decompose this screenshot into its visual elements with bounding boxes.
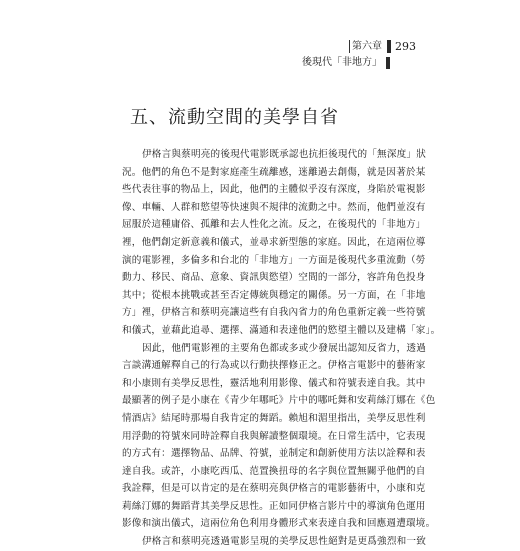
- paragraph-3: [122, 533, 427, 551]
- text-line: 動力、移民、商品、意象、資訊與慾望）空間的一部分，容許角色投身: [122, 272, 426, 284]
- text-line: 其中；從根本挑戰或甚至否定傳統與穩定的關係。另一方面，在「非地: [122, 289, 426, 301]
- text-line: 和小康則有美學反思性，靈活地利用影像、儀式和符號表達自我。其中: [122, 377, 426, 389]
- paragraph-2: [122, 340, 436, 534]
- text-line: 裡，他們創定新意義和儀式，並尋求新型態的家庭。因此，在這兩位導: [122, 236, 426, 248]
- text-line: 演的電影裡，多倫多和台北的「非地方」一方面是後現代多重流動（勞: [122, 254, 426, 266]
- header-chapter-row: [349, 38, 416, 54]
- text-line: 莉絲汀娜的舞蹈背其美學反思性。正如同伊格言影片中的導演角色運用: [122, 500, 426, 512]
- body-text: [122, 146, 441, 551]
- text-line: 因此，他們電影裡的主要角色都或多或少發展出認知反省力，透過: [142, 342, 427, 354]
- paragraph-1: [122, 146, 441, 340]
- text-line: 的方式有：選擇物品、品牌、符號，並制定和創新使用方法以詮釋和表: [122, 448, 426, 460]
- text-line: 伊格言和蔡明亮透過電影呈現的美學反思性絕對是更爲強烈和一致: [142, 536, 427, 548]
- running-header: [156, 38, 416, 72]
- text-line: 些代表往事的物品上，因此，他們的主體似乎沒有深度，身陷於電視影: [122, 184, 426, 196]
- text-line: 和儀式，並藉此追尋、選擇、滿通和表達他們的慾望主體以及建構「家」。: [122, 324, 441, 336]
- section-running-title: 後現代「非地方」: [302, 57, 382, 68]
- text-line: 我詮釋，但是可以肯定的是在蔡明亮與伊格言的電影藝術中，小康和克: [122, 483, 426, 495]
- chapter-decoration-bar: [387, 40, 391, 53]
- text-line: 最顯著的例子是小康在《青少年哪吒》片中的哪吒舞和安莉絲汀娜在《色: [122, 395, 436, 407]
- text-line: 況。他們的角色不是對家庭產生疏離感，迷離過去創傷，就是因著於某: [122, 166, 426, 178]
- section-decoration-bar: [386, 57, 390, 69]
- text-line: 屈服於這種庸俗、孤離和去人性化之流。反之，在後現代的「非地方」: [122, 219, 426, 231]
- text-line: 影像和演出儀式，這兩位角色利用身體形式來表達自我和回應週遭環境。: [122, 518, 436, 530]
- page-number: 293: [395, 39, 416, 53]
- chapter-label: 第六章: [349, 40, 384, 53]
- text-line: 達自我。或許，小康吃西瓜、范置換扭母的名字與位置無關乎他們的自: [122, 465, 426, 477]
- text-line: 言談溝通解釋自己的行為或以行動抉擇修正之。伊格言電影中的藝術家: [122, 360, 426, 372]
- text-line: 方」裡，伊格言和蔡明亮讓這些有自我內省力的角色重新定義一些符號: [122, 307, 426, 319]
- text-line: 情酒店》結尾時那場自我肯定的舞蹈。賴旭和湄里指出，美學反思性利: [122, 412, 426, 424]
- header-section-row: [302, 56, 390, 69]
- text-line: 像、車輛、人群和慾望等快速與不規律的流動之中。然而，他們並沒有: [122, 201, 426, 213]
- text-line: 用浮動的符號來同時詮釋自我與解讀整個環境。在日常生活中，它表現: [122, 430, 426, 442]
- section-title: 五、流動空間的美學自省: [130, 107, 339, 128]
- text-line: 伊格言與蔡明亮的後現代電影既承認也抗拒後現代的「無深度」狀: [142, 149, 427, 160]
